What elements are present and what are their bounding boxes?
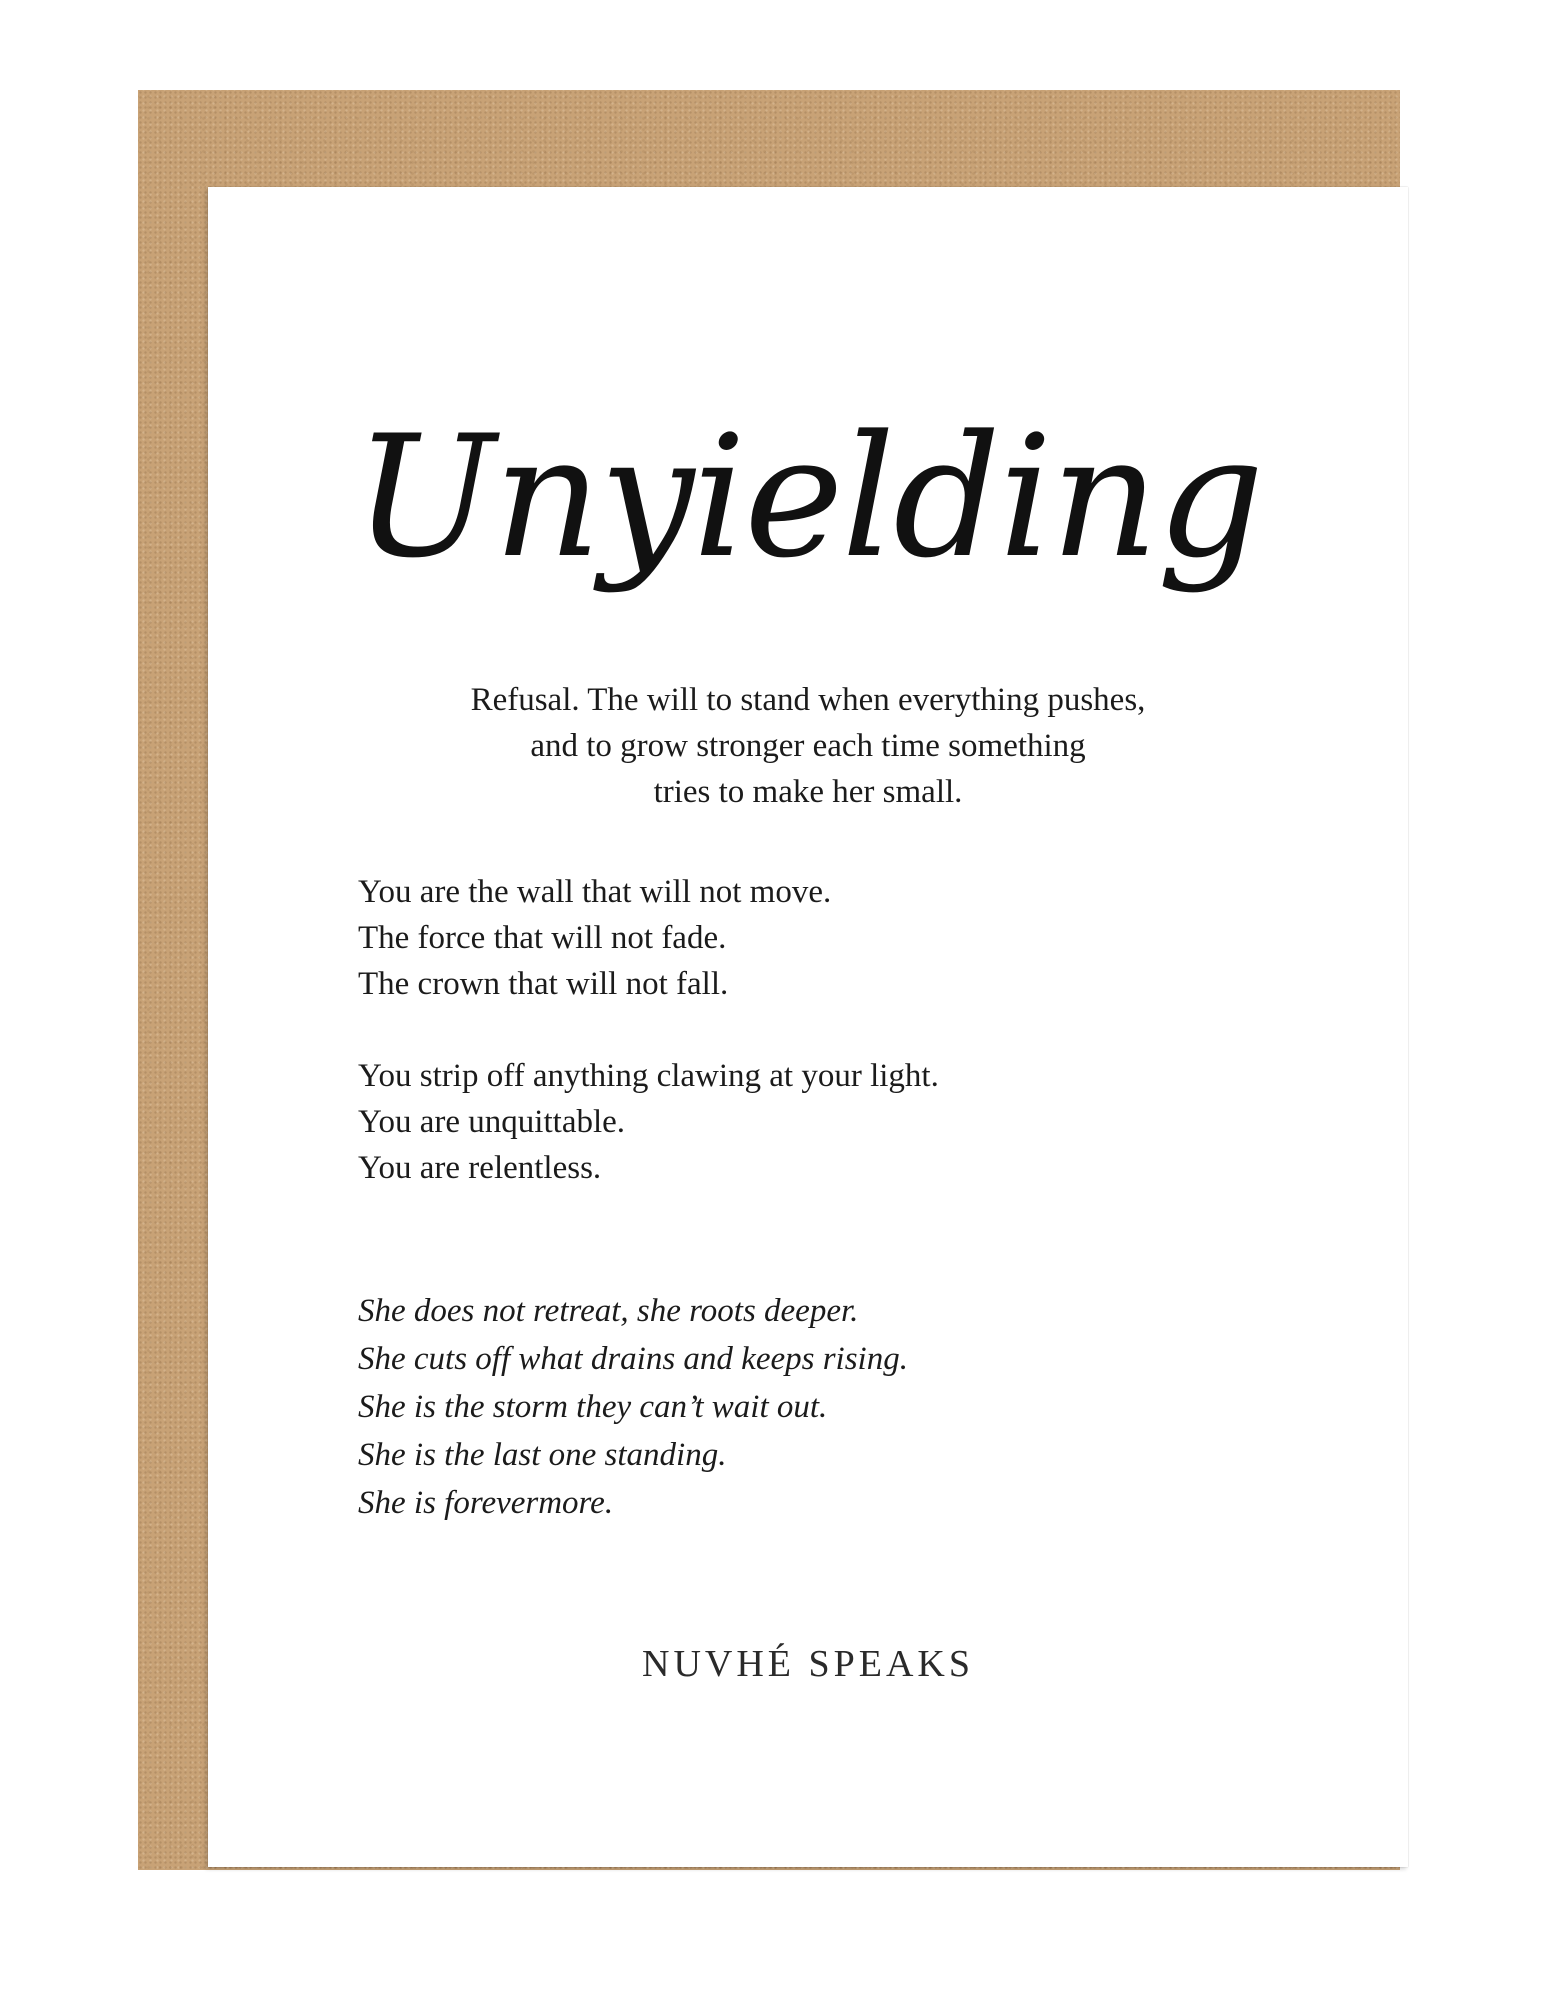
- greeting-card: [208, 187, 1408, 1867]
- intro-line: Refusal. The will to stand when everything pushes,: [470, 682, 1146, 718]
- author-signature: NUVHÉ SPEAKS: [642, 1643, 974, 1685]
- poem-line: The force that will not fade.: [358, 920, 727, 956]
- poem-line: She is the storm they can’t wait out.: [358, 1389, 828, 1425]
- intro-line: tries to make her small.: [653, 774, 963, 810]
- poem-line: You are the wall that will not move.: [358, 874, 832, 910]
- poem-line: You strip off anything clawing at your light.: [358, 1058, 939, 1094]
- poem-line: She cuts off what drains and keeps rising.: [358, 1341, 908, 1377]
- poem-line: She does not retreat, she roots deeper.: [358, 1293, 859, 1329]
- stanza-one: [358, 869, 1258, 1007]
- poem-line: She is the last one standing.: [358, 1437, 727, 1473]
- poem-line: You are relentless.: [358, 1150, 602, 1186]
- intro-line: and to grow stronger each time something: [530, 728, 1086, 764]
- card-title: Unyielding: [353, 399, 1263, 595]
- intro-definition: [208, 677, 1408, 815]
- stanza-two: [358, 1053, 1258, 1191]
- poem-line: The crown that will not fall.: [358, 966, 729, 1002]
- poem-line: You are unquittable.: [358, 1104, 626, 1140]
- stanza-three: [358, 1287, 1258, 1527]
- poem-line: She is forevermore.: [358, 1485, 614, 1521]
